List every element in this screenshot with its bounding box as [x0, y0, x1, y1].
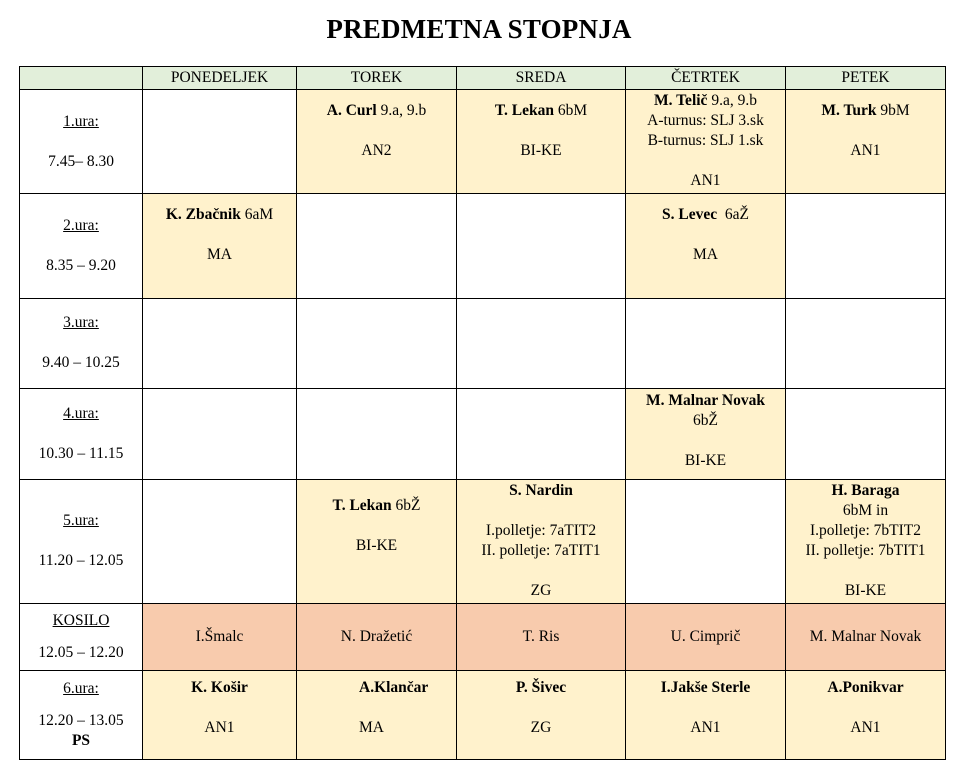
period-label-cell	[20, 603, 143, 670]
teacher-name: M. Turk	[821, 102, 877, 120]
note-line: II. polletje: 7bTIT1	[805, 541, 926, 559]
period-time: 9.40 – 10.25	[42, 354, 120, 372]
day-header-friday: PETEK	[786, 67, 946, 90]
day-header-tuesday: TOREK	[297, 67, 457, 90]
header-corner	[20, 67, 143, 90]
subject: AN2	[361, 142, 392, 160]
teacher-name: K. Zbačnik	[165, 206, 241, 224]
teacher-name: A.Klančar	[359, 678, 429, 696]
schedule-cell-empty	[297, 298, 457, 388]
schedule-cell-empty	[297, 388, 457, 479]
class-info: 6aŽ	[717, 206, 749, 224]
subject: ZG	[530, 718, 552, 736]
subject: AN1	[204, 718, 235, 736]
period-time: 7.45– 8.30	[48, 152, 114, 170]
period-time: 11.20 – 12.05	[38, 552, 124, 570]
schedule-cell-empty	[297, 194, 457, 298]
schedule-cell	[626, 194, 786, 298]
period-row-4	[20, 388, 946, 479]
lunch-row	[20, 603, 946, 670]
class-info: 9bM	[876, 102, 910, 120]
schedule-cell-empty	[143, 388, 297, 479]
teacher-name: T. Lekan	[494, 102, 554, 120]
schedule-cell	[297, 480, 457, 603]
teacher-name: S. Nardin	[509, 481, 573, 499]
period-label-cell	[20, 298, 143, 388]
schedule-cell-empty	[457, 388, 626, 479]
period-label-cell	[20, 670, 143, 759]
note-line: B-turnus: SLJ 1.sk	[647, 132, 764, 150]
note-line: A-turnus: SLJ 3.sk	[647, 112, 764, 130]
note-line: I.polletje: 7aTIT2	[485, 521, 597, 539]
class-info: 9.a, 9.b	[707, 92, 757, 110]
period-label: 6.ura:	[63, 679, 99, 697]
subject: AN1	[690, 172, 721, 190]
schedule-cell-empty	[626, 298, 786, 388]
lunch-duty-cell: U. Cimprič	[626, 603, 786, 670]
lunch-duty-cell: I.Šmalc	[143, 603, 297, 670]
subject: AN1	[690, 718, 721, 736]
day-header-thursday: ČETRTEK	[626, 67, 786, 90]
period-label-cell	[20, 388, 143, 479]
period-label: 3.ura:	[63, 314, 99, 332]
teacher-name: M. Malnar Novak	[646, 391, 765, 409]
period-label: 5.ura:	[63, 512, 99, 530]
period-label-cell	[20, 90, 143, 194]
note-line: I.polletje: 7bTIT2	[809, 521, 922, 539]
period-row-1	[20, 90, 946, 194]
teacher-name: A. Curl	[326, 102, 377, 120]
teacher-name: S. Levec	[662, 206, 718, 224]
schedule-cell	[457, 480, 626, 603]
period-note: PS	[71, 731, 91, 749]
schedule-cell-empty	[457, 298, 626, 388]
period-row-3	[20, 298, 946, 388]
class-info: 9.a, 9.b	[376, 102, 427, 120]
schedule-cell-empty	[786, 298, 946, 388]
class-info: 6bM in	[842, 501, 889, 519]
teacher-name: T. Lekan	[332, 497, 392, 515]
class-info: 6bŽ	[391, 497, 421, 515]
schedule-cell-empty	[143, 480, 297, 603]
day-header-wednesday: SREDA	[457, 67, 626, 90]
period-row-5	[20, 480, 946, 603]
timetable	[19, 66, 946, 760]
period-label: 2.ura:	[63, 217, 99, 234]
class-info: 6bM	[553, 102, 588, 120]
lunch-duty-cell: T. Ris	[457, 603, 626, 670]
schedule-cell-empty	[786, 388, 946, 479]
schedule-cell	[457, 670, 626, 759]
teacher-name: H. Baraga	[831, 481, 900, 499]
teacher-name: M. Telič	[654, 92, 708, 110]
subject: MA	[359, 718, 384, 736]
lunch-label: KOSILO	[52, 611, 110, 629]
period-row-6	[20, 670, 946, 759]
subject: MA	[207, 246, 232, 264]
teacher-name: K. Košir	[191, 678, 248, 696]
header-row	[20, 67, 946, 90]
schedule-cell	[457, 90, 626, 194]
schedule-cell-empty	[786, 194, 946, 298]
schedule-cell	[626, 670, 786, 759]
class-info: 6bŽ	[693, 411, 718, 429]
teacher-name: I.Jakše Sterle	[660, 678, 751, 696]
subject: AN1	[850, 718, 881, 736]
subject: AN1	[850, 142, 881, 160]
period-label-cell	[20, 194, 143, 298]
schedule-cell	[786, 480, 946, 603]
period-time: 12.05 – 12.20	[38, 643, 124, 661]
schedule-cell-empty	[457, 194, 626, 298]
subject: ZG	[530, 581, 552, 599]
day-header-monday: PONEDELJEK	[143, 67, 297, 90]
period-time: 8.35 – 9.20	[46, 257, 116, 274]
schedule-cell	[297, 670, 457, 759]
schedule-cell	[626, 90, 786, 194]
schedule-cell	[143, 670, 297, 759]
period-time: 12.20 – 13.05	[38, 711, 124, 729]
teacher-name: P. Šivec	[515, 678, 567, 696]
period-row-2	[20, 194, 946, 298]
schedule-cell	[786, 90, 946, 194]
period-label-cell	[20, 480, 143, 603]
subject: BI-KE	[520, 142, 562, 160]
period-label: 4.ura:	[63, 405, 99, 423]
teacher-name: A.Ponikvar	[827, 678, 904, 696]
schedule-cell-empty	[143, 90, 297, 194]
period-label: 1.ura:	[63, 112, 99, 130]
lunch-duty-cell: N. Dražetić	[297, 603, 457, 670]
subject: MA	[693, 246, 718, 264]
lunch-duty-cell: M. Malnar Novak	[786, 603, 946, 670]
page-title: PREDMETNA STOPNJA	[326, 14, 632, 44]
schedule-cell	[626, 388, 786, 479]
subject: BI-KE	[844, 581, 887, 599]
schedule-cell-empty	[143, 298, 297, 388]
note-line: II. polletje: 7aTIT1	[481, 541, 601, 559]
schedule-cell	[786, 670, 946, 759]
subject: BI-KE	[355, 537, 398, 555]
schedule-cell	[143, 194, 297, 298]
schedule-cell	[297, 90, 457, 194]
schedule-cell-empty	[626, 480, 786, 603]
class-info: 6aM	[240, 206, 274, 224]
period-time: 10.30 – 11.15	[38, 445, 124, 463]
subject: BI-KE	[684, 451, 727, 469]
